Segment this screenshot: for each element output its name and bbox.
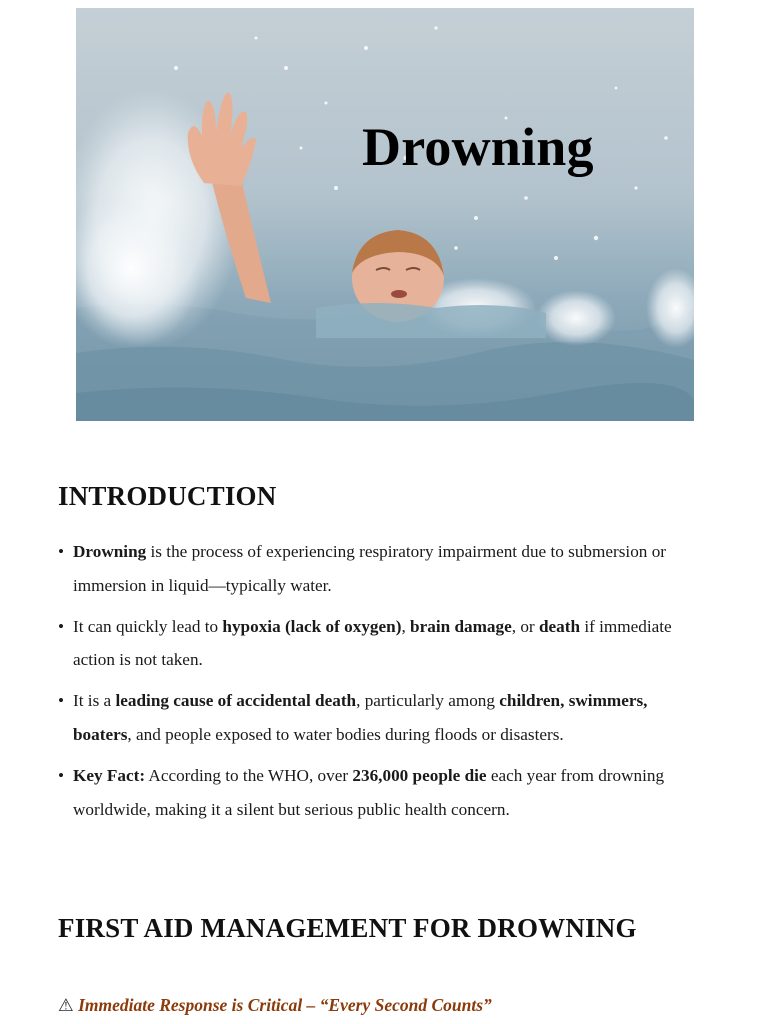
list-item [58,535,708,602]
text: if immediate action is not taken. [73,616,672,670]
list-item [58,684,708,751]
list-item [58,610,708,677]
text: According to the WHO, over [145,766,353,786]
bullet-dot-icon: • [58,691,65,711]
bold-text: Key Fact: [73,766,146,786]
bullet-dot-icon: • [58,616,65,636]
text: , or [511,616,539,636]
bullet-dot-icon: • [58,766,65,786]
callout-text: Immediate Response is Critical – “Every Second Counts” [78,995,492,1015]
bold-text: hypoxia (lack of oxygen) [222,616,402,636]
bold-text: Drowning [73,542,147,561]
text: , particularly among [356,691,500,711]
bullet-dot-icon: • [58,542,65,561]
bold-text: 236,000 people die [352,766,487,786]
text: , and people exposed to water bodies during floods or disasters. [127,724,564,744]
introduction-bullet-list [58,535,708,834]
bold-text: children, swimmers, boaters [73,691,648,744]
document-title: Drowning [362,117,594,177]
bold-text: leading cause of accidental death [115,691,357,711]
text: is the process of experiencing respiratory impairment due to submersion or immersion in liquid—typically water. [73,542,667,595]
introduction-heading: INTRODUCTION [58,481,277,511]
list-item [58,759,708,826]
first-aid-heading: FIRST AID MANAGEMENT FOR DROWNING [58,913,637,943]
hero-image [76,8,694,421]
text: It can quickly lead to [73,616,223,636]
bold-text: brain damage [410,616,512,636]
text: It is a [73,691,116,711]
text: , [401,616,411,636]
immediate-response-callout [58,995,492,1016]
bold-text: death [538,616,581,636]
drowning-person-photo [76,8,694,421]
text: each year from drowning worldwide, making it a silent but serious public health concern. [73,766,665,819]
warning-icon: ⚠ [58,995,74,1015]
